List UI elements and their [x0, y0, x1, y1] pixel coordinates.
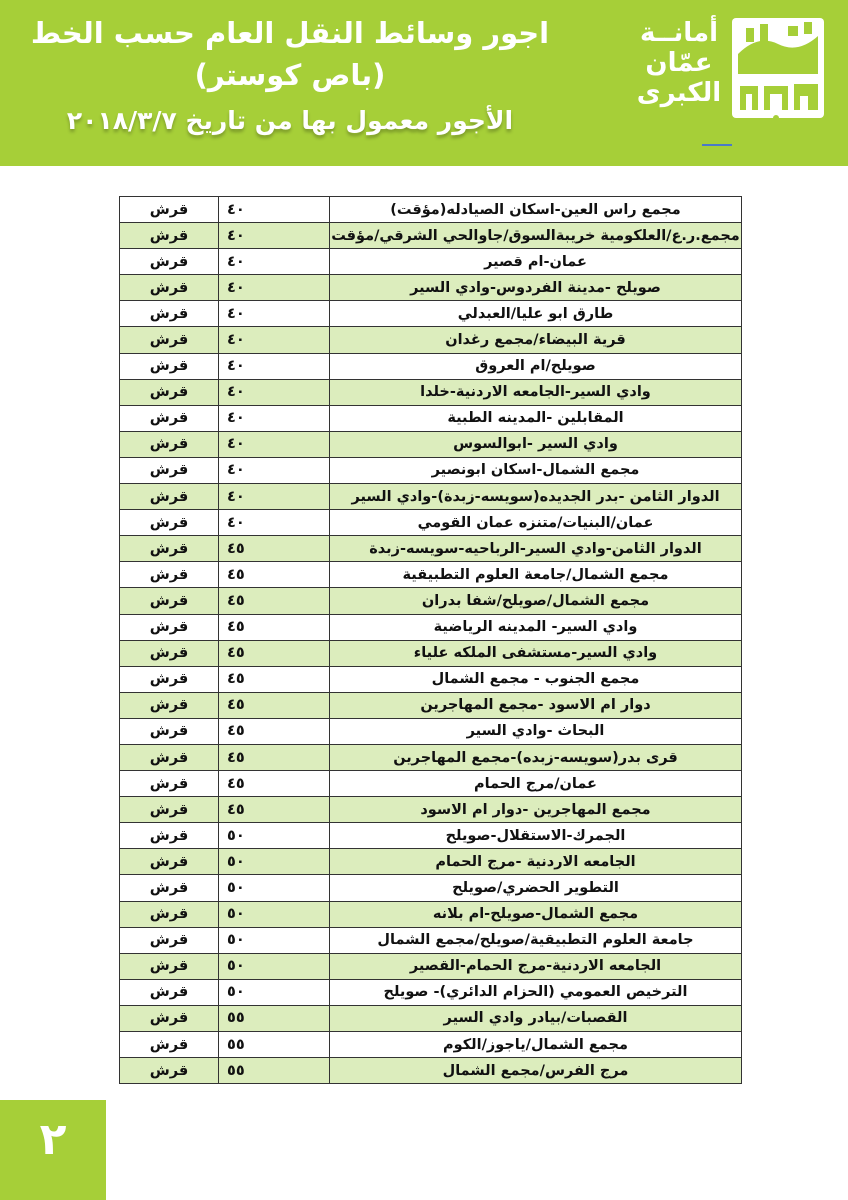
unit-cell: قرش — [120, 249, 219, 275]
unit-cell: قرش — [120, 823, 219, 849]
fare-cell: ٤٠ — [219, 431, 330, 457]
fare-cell: ٥٠ — [219, 927, 330, 953]
table-row — [120, 536, 742, 562]
unit-cell: قرش — [120, 275, 219, 301]
table-row — [120, 275, 742, 301]
table-row — [120, 849, 742, 875]
unit-cell: قرش — [120, 327, 219, 353]
table-row — [120, 797, 742, 823]
table-row — [120, 431, 742, 457]
fare-cell: ٥٠ — [219, 953, 330, 979]
fare-cell: ٤٠ — [219, 379, 330, 405]
fare-cell: ٥٠ — [219, 979, 330, 1005]
fare-cell: ٤٠ — [219, 197, 330, 223]
logo-text-line: الكبرى — [636, 78, 722, 108]
route-cell: مجمع الشمال-اسكان ابونصير — [330, 457, 742, 483]
table-row — [120, 197, 742, 223]
unit-cell: قرش — [120, 797, 219, 823]
route-cell: القصبات/بيادر وادي السير — [330, 1005, 742, 1031]
unit-cell: قرش — [120, 353, 219, 379]
table-row — [120, 223, 742, 249]
table-row — [120, 927, 742, 953]
header-banner — [0, 0, 848, 166]
table-row — [120, 692, 742, 718]
fare-cell: ٤٥ — [219, 614, 330, 640]
fare-cell: ٤٠ — [219, 510, 330, 536]
unit-cell: قرش — [120, 1005, 219, 1031]
table-row — [120, 588, 742, 614]
route-cell: مجمع الشمال/جامعة العلوم التطبيقية — [330, 562, 742, 588]
route-cell: الدوار الثامن-وادي السير-الرباحيه-سويسه-زبدة — [330, 536, 742, 562]
table-row — [120, 510, 742, 536]
fare-cell: ٤٠ — [219, 353, 330, 379]
fare-cell: ٤٥ — [219, 718, 330, 744]
fare-cell: ٤٥ — [219, 640, 330, 666]
unit-cell: قرش — [120, 771, 219, 797]
logo-text-line: عمّان — [645, 48, 713, 78]
fare-cell: ٥٥ — [219, 1005, 330, 1031]
logo-text — [634, 18, 724, 108]
table-row — [120, 1032, 742, 1058]
unit-cell: قرش — [120, 614, 219, 640]
unit-cell: قرش — [120, 849, 219, 875]
table-row — [120, 953, 742, 979]
table-row — [120, 484, 742, 510]
unit-cell: قرش — [120, 1058, 219, 1084]
table-row — [120, 640, 742, 666]
unit-cell: قرش — [120, 666, 219, 692]
route-cell: مجمع الشمال/صويلح/شفا بدران — [330, 588, 742, 614]
page-number: ٢ — [39, 1114, 67, 1165]
route-cell: وادي السير-مستشفى الملكه علياء — [330, 640, 742, 666]
table-row — [120, 875, 742, 901]
table-row — [120, 562, 742, 588]
unit-cell: قرش — [120, 405, 219, 431]
route-cell: وادي السير -ابوالسوس — [330, 431, 742, 457]
unit-cell: قرش — [120, 1032, 219, 1058]
amman-city-logo-icon — [728, 14, 828, 124]
fare-cell: ٥٥ — [219, 1032, 330, 1058]
route-cell: الدوار الثامن -بدر الجديده(سويسه-زبدة)-وادي السير — [330, 484, 742, 510]
route-cell: مرج الفرس/مجمع الشمال — [330, 1058, 742, 1084]
route-cell: مجمع المهاجرين -دوار ام الاسود — [330, 797, 742, 823]
fare-cell: ٤٠ — [219, 249, 330, 275]
fare-cell: ٥٠ — [219, 823, 330, 849]
route-cell: طارق ابو عليا/العبدلي — [330, 301, 742, 327]
fare-cell: ٤٥ — [219, 588, 330, 614]
table-row — [120, 614, 742, 640]
table-row — [120, 405, 742, 431]
route-cell: الجمرك-الاستقلال-صويلح — [330, 823, 742, 849]
fare-cell: ٥٠ — [219, 849, 330, 875]
route-cell: صويلح -مدينة الفردوس-وادي السير — [330, 275, 742, 301]
unit-cell: قرش — [120, 744, 219, 770]
unit-cell: قرش — [120, 431, 219, 457]
fare-cell: ٤٥ — [219, 771, 330, 797]
route-cell: صويلح/ام العروق — [330, 353, 742, 379]
route-cell: الجامعه الاردنية-مرج الحمام-القصير — [330, 953, 742, 979]
route-cell: المقابلين -المدينه الطبية — [330, 405, 742, 431]
unit-cell: قرش — [120, 484, 219, 510]
fare-cell: ٤٥ — [219, 692, 330, 718]
route-cell: وادي السير- المدينه الرياضية — [330, 614, 742, 640]
fare-cell: ٤٥ — [219, 562, 330, 588]
route-cell: التطوير الحضري/صويلح — [330, 875, 742, 901]
route-cell: عمان-ام قصير — [330, 249, 742, 275]
table-row — [120, 666, 742, 692]
unit-cell: قرش — [120, 901, 219, 927]
page-number-box — [0, 1100, 106, 1200]
table-row — [120, 249, 742, 275]
fare-cell: ٤٠ — [219, 275, 330, 301]
table-row — [120, 457, 742, 483]
route-cell: البحاث -وادي السير — [330, 718, 742, 744]
link-underline — [702, 144, 732, 146]
fare-cell: ٤٥ — [219, 536, 330, 562]
unit-cell: قرش — [120, 223, 219, 249]
unit-cell: قرش — [120, 301, 219, 327]
page-title: اجور وسائط النقل العام حسب الخط — [30, 16, 550, 50]
fares-table — [119, 196, 742, 1084]
page-subtitle: (باص كوستر) — [194, 58, 386, 92]
route-cell: عمان/البنيات/متنزه عمان القومي — [330, 510, 742, 536]
table-row — [120, 744, 742, 770]
fare-cell: ٤٠ — [219, 405, 330, 431]
fare-cell: ٤٠ — [219, 327, 330, 353]
route-cell: الترخيص العمومي (الحزام الدائري)- صويلح — [330, 979, 742, 1005]
unit-cell: قرش — [120, 979, 219, 1005]
table-row — [120, 301, 742, 327]
unit-cell: قرش — [120, 927, 219, 953]
table-row — [120, 379, 742, 405]
fare-cell: ٤٠ — [219, 301, 330, 327]
table-row — [120, 1058, 742, 1084]
route-cell: مجمع راس العين-اسكان الصيادله(مؤقت) — [330, 197, 742, 223]
unit-cell: قرش — [120, 562, 219, 588]
fare-cell: ٤٥ — [219, 666, 330, 692]
fare-cell: ٥٠ — [219, 901, 330, 927]
unit-cell: قرش — [120, 510, 219, 536]
table-row — [120, 979, 742, 1005]
table-row — [120, 771, 742, 797]
unit-cell: قرش — [120, 953, 219, 979]
unit-cell: قرش — [120, 379, 219, 405]
effective-date-line: الأجور معمول بها من تاريخ ٢٠١٨/٣/٧ — [66, 106, 514, 135]
route-cell: الجامعه الاردنية -مرج الحمام — [330, 849, 742, 875]
route-cell: مجمع الشمال-صويلح-ام بلانه — [330, 901, 742, 927]
unit-cell: قرش — [120, 718, 219, 744]
fare-cell: ٤٥ — [219, 744, 330, 770]
table-row — [120, 353, 742, 379]
unit-cell: قرش — [120, 457, 219, 483]
route-cell: جامعة العلوم التطبيقية/صويلح/مجمع الشمال — [330, 927, 742, 953]
route-cell: قرية البيضاء/مجمع رغدان — [330, 327, 742, 353]
table-row — [120, 901, 742, 927]
route-cell: وادي السير-الجامعه الاردنية-خلدا — [330, 379, 742, 405]
unit-cell: قرش — [120, 640, 219, 666]
fare-cell: ٤٠ — [219, 223, 330, 249]
route-cell: مجمع الجنوب - مجمع الشمال — [330, 666, 742, 692]
fare-cell: ٥٥ — [219, 1058, 330, 1084]
route-cell: مجمع الشمال/ياجوز/الكوم — [330, 1032, 742, 1058]
fare-cell: ٤٠ — [219, 457, 330, 483]
table-row — [120, 823, 742, 849]
route-cell: عمان/مرج الحمام — [330, 771, 742, 797]
route-cell: دوار ام الاسود -مجمع المهاجرين — [330, 692, 742, 718]
unit-cell: قرش — [120, 692, 219, 718]
fare-cell: ٤٠ — [219, 484, 330, 510]
unit-cell: قرش — [120, 875, 219, 901]
table-row — [120, 1005, 742, 1031]
logo-text-line: أمانــة — [639, 18, 719, 48]
route-cell: قرى بدر(سويسه-زبده)-مجمع المهاجرين — [330, 744, 742, 770]
unit-cell: قرش — [120, 536, 219, 562]
unit-cell: قرش — [120, 197, 219, 223]
unit-cell: قرش — [120, 588, 219, 614]
route-cell: مجمع.ر.ع/العلكومية خريبةالسوق/جاوالحي الشرقي/مؤقت — [330, 223, 742, 249]
table-row — [120, 327, 742, 353]
fare-cell: ٥٠ — [219, 875, 330, 901]
table-row — [120, 718, 742, 744]
fare-cell: ٤٥ — [219, 797, 330, 823]
